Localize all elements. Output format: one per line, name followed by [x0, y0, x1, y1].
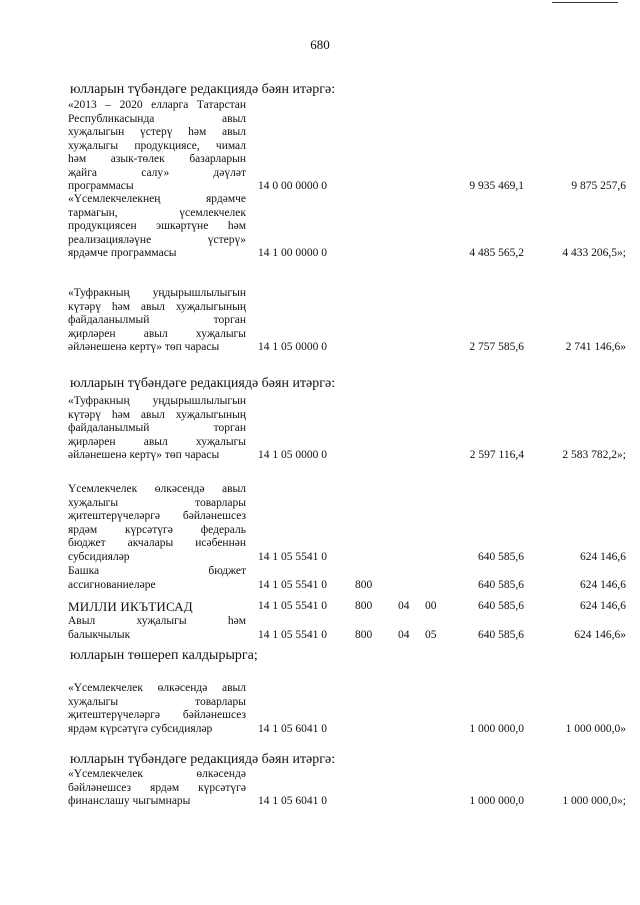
row-value-2019: 640 585,6 — [478, 550, 524, 563]
row-description — [68, 193, 246, 261]
row-expense-type: 800 — [355, 600, 373, 612]
description-line: ярдәмче программасы — [68, 247, 177, 259]
description-line: тармагын, үсемлекчелек — [68, 206, 246, 219]
row-value-2020: 624 146,6 — [580, 600, 626, 612]
row-code: 14 1 05 6041 0 — [258, 722, 327, 735]
description-line: файдаланылмый торган — [68, 422, 246, 434]
row-value-2020: 1 000 000,0» — [565, 722, 626, 735]
row-description — [68, 99, 246, 194]
row-description — [68, 682, 246, 736]
description-line: ярдәм күрсәтүгә субсидияләр — [68, 722, 213, 735]
description-line: программасы — [68, 180, 134, 192]
row-value-2019: 640 585,6 — [478, 600, 524, 612]
description-line: җитештерүчеләргә бәйләнешсез — [68, 709, 246, 721]
row-expense-type: 800 — [355, 628, 373, 641]
description-line: «Үсемлекчелек өлкәсендә — [68, 768, 246, 780]
description-line: ярдәм күрсәтүгә федераль — [68, 523, 246, 536]
description-line: файдаланылмый торган — [68, 314, 246, 326]
row-description — [68, 768, 246, 809]
description-line: җирләрен авыл хуҗалыгы — [68, 435, 246, 448]
row-value-2020: 4 433 206,5»; — [562, 247, 626, 259]
row-code: 14 1 05 5541 0 — [258, 628, 327, 641]
row-section: 04 — [398, 628, 410, 641]
section-heading-1: юлларын түбәндәге редакциядә бәян итәргә: — [70, 82, 336, 97]
description-line: финанслашу чыгымнары — [68, 795, 191, 807]
description-line: әйләнешенә кертү» төп чарасы — [68, 341, 220, 353]
row-value-2019: 1 000 000,0 — [469, 795, 524, 807]
row-code: 14 0 00 0000 0 — [258, 180, 327, 192]
page-number: 680 — [310, 37, 330, 52]
description-line: хуҗалыгы товарлары — [68, 496, 246, 509]
description-line: Башка бюджет — [68, 565, 246, 577]
row-description — [68, 565, 246, 592]
description-line: әйләнешенә кертү» төп чарасы — [68, 449, 220, 461]
row-code: 14 1 05 6041 0 — [258, 795, 327, 807]
description-line: күтәрү һәм авыл хуҗалыгының — [68, 300, 246, 313]
description-line: күтәрү һәм авыл хуҗалыгының — [68, 408, 246, 421]
row-value-2019: 2 597 116,4 — [469, 449, 524, 461]
description-line: МИЛЛИ ИКЪТИСАД — [68, 599, 193, 614]
row-code: 14 1 05 5541 0 — [258, 600, 327, 612]
description-line: продукциясен эшкәртүне һәм — [68, 220, 246, 232]
description-line: хуҗалыгын үстерү һәм авыл — [68, 126, 246, 138]
row-description — [68, 395, 246, 463]
description-line: җайга салу» дәүләт — [68, 166, 246, 179]
description-line: Авыл хуҗалыгы һәм — [68, 615, 246, 627]
description-line: «2013 – 2020 елларга Татарстан — [68, 99, 246, 111]
row-description — [68, 600, 246, 614]
row-subsection: 00 — [425, 600, 437, 612]
row-code: 14 1 05 5541 0 — [258, 578, 327, 591]
row-value-2020: 2 741 146,6» — [565, 341, 626, 353]
description-line: һәм азык-төлек базарларын — [68, 153, 246, 165]
description-line: бәйләнешсез ярдәм күрсәтүгә — [68, 781, 246, 794]
description-line: бюджет акчалары исәбеннән — [68, 537, 246, 549]
row-value-2019: 1 000 000,0 — [469, 722, 524, 735]
description-line: «Үсемлекчелек өлкәсендә авыл — [68, 682, 246, 694]
description-line: реализацияләүне үстерү» — [68, 233, 246, 246]
description-line: җирләрен авыл хуҗалыгы — [68, 327, 246, 340]
row-subsection: 05 — [425, 628, 437, 641]
row-value-2020: 2 583 782,2»; — [562, 449, 626, 461]
row-code: 14 1 05 0000 0 — [258, 341, 327, 353]
description-line: «Туфракның уңдырышлылыгын — [68, 287, 246, 299]
row-section: 04 — [398, 600, 410, 612]
row-value-2019: 4 485 565,2 — [469, 247, 524, 259]
row-expense-type: 800 — [355, 578, 373, 591]
row-description — [68, 483, 246, 564]
description-line: хуҗалыгы товарлары — [68, 695, 246, 708]
section-heading-2: юлларын түбәндәге редакциядә бәян итәргә: — [70, 376, 336, 391]
row-description — [68, 615, 246, 642]
description-line: Үсемлекчелек өлкәсендә авыл — [68, 483, 246, 495]
row-code: 14 1 05 0000 0 — [258, 449, 327, 461]
row-code: 14 1 05 5541 0 — [258, 550, 327, 563]
description-line: җитештерүчеләргә бәйләнешсез — [68, 510, 246, 522]
description-line: Республикасында авыл — [68, 112, 246, 125]
description-line: балыкчылык — [68, 628, 131, 641]
section-heading-4: юлларын түбәндәге редакциядә бәян итәргә: — [70, 752, 336, 767]
description-line: ассигнованиеләре — [68, 578, 156, 591]
row-value-2019: 640 585,6 — [478, 578, 524, 591]
row-value-2020: 624 146,6 — [580, 578, 626, 591]
row-code: 14 1 00 0000 0 — [258, 247, 327, 259]
row-value-2020: 624 146,6» — [574, 628, 626, 641]
row-description — [68, 287, 246, 355]
row-value-2020: 9 875 257,6 — [571, 180, 626, 192]
section-heading-3: юлларын төшереп калдырырга; — [70, 648, 258, 663]
description-line: хуҗалыгы продукциясе, чимал — [68, 139, 246, 152]
row-value-2019: 640 585,6 — [478, 628, 524, 641]
row-value-2020: 624 146,6 — [580, 550, 626, 563]
row-value-2020: 1 000 000,0»; — [562, 795, 626, 807]
top-rule — [552, 2, 618, 3]
description-line: «Туфракның уңдырышлылыгын — [68, 395, 246, 407]
row-value-2019: 2 757 585,6 — [469, 341, 524, 353]
description-line: субсидияләр — [68, 550, 130, 563]
description-line: «Үсемлекчелекнең ярдәмче — [68, 193, 246, 205]
row-value-2019: 9 935 469,1 — [469, 180, 524, 192]
